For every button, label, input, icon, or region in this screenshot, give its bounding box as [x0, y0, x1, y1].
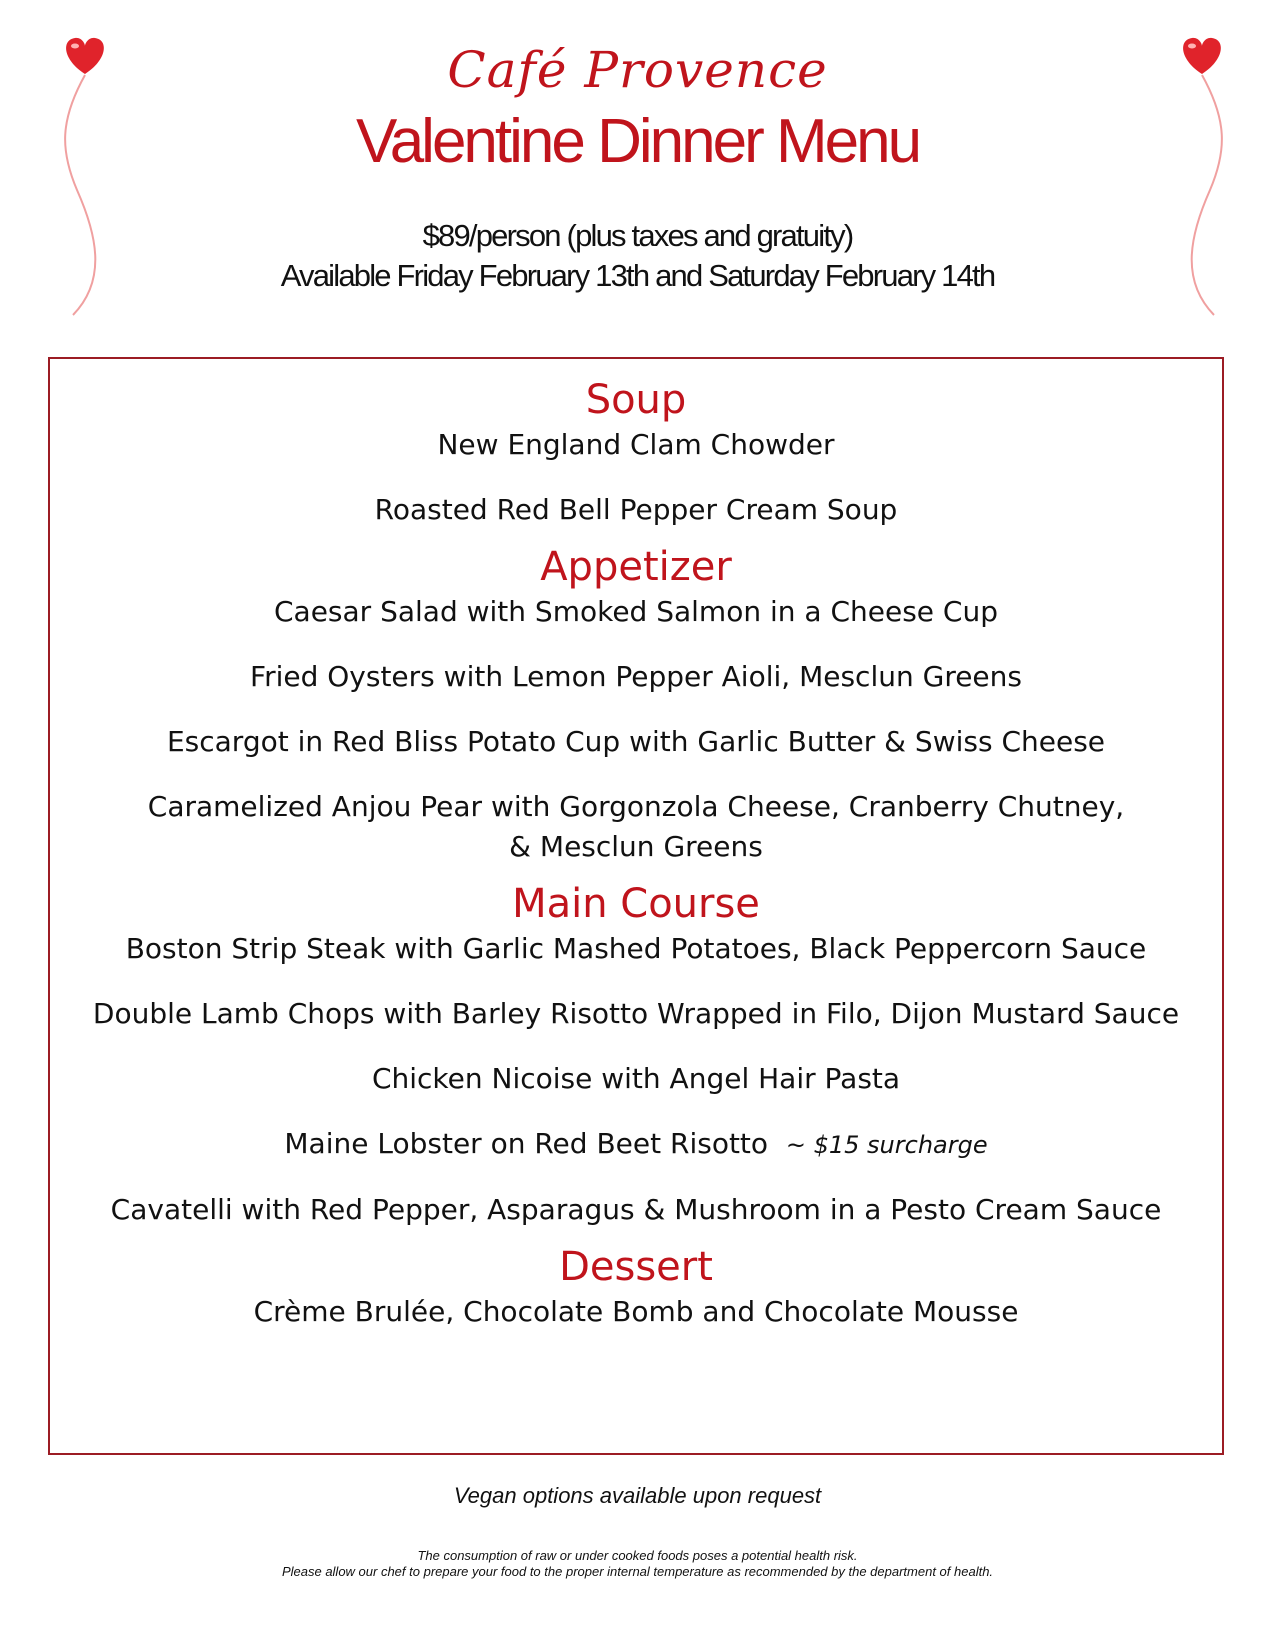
menu-item — [50, 490, 1222, 530]
menu-item — [50, 1124, 1222, 1165]
menu-item-text: Escargot in Red Bliss Potato Cup with Garlic Butter & Swiss Cheese — [166, 725, 1106, 758]
menu-section — [50, 879, 1222, 1230]
menu-item — [50, 1292, 1222, 1332]
price-line: $89/person (plus taxes and gratuity) — [422, 218, 853, 253]
menu-item-text: Boston Strip Steak with Garlic Mashed Potatoes, Black Peppercorn Sauce — [125, 932, 1147, 965]
cafe-name: Café Provence — [447, 41, 828, 99]
surcharge-note: ~ $15 surcharge — [785, 1131, 988, 1159]
menu-item — [50, 657, 1222, 697]
section-title: Soup — [585, 377, 687, 423]
menu-item-text: Roasted Red Bell Pepper Cream Soup — [374, 493, 898, 526]
menu-item — [50, 1190, 1222, 1230]
section-title: Appetizer — [540, 544, 732, 590]
section-title: Dessert — [559, 1244, 713, 1290]
menu-item-text: Fried Oysters with Lemon Pepper Aioli, Mesclun Greens — [250, 660, 1022, 693]
menu-item-text: Chicken Nicoise with Angel Hair Pasta — [371, 1062, 901, 1095]
menu-item — [50, 929, 1222, 969]
disclaimer-line: The consumption of raw or under cooked foods poses a potential health risk. — [417, 1548, 858, 1563]
health-disclaimer — [0, 1548, 1275, 1580]
menu-item-text: New England Clam Chowder — [437, 428, 835, 461]
menu-item — [50, 592, 1222, 632]
menu-header — [0, 40, 1275, 296]
menu-title: Valentine Dinner Menu — [355, 107, 920, 176]
vegan-note: Vegan options available upon request — [453, 1483, 822, 1508]
menu-item-text: Crème Brulée, Chocolate Bomb and Chocolate Mousse — [253, 1295, 1019, 1328]
menu-box — [48, 357, 1224, 1455]
section-title: Main Course — [512, 881, 760, 927]
menu-item-text: Cavatelli with Red Pepper, Asparagus & Mushroom in a Pesto Cream Sauce — [110, 1193, 1162, 1226]
disclaimer-line: Please allow our chef to prepare your food to the proper internal temperature as recommended by the department of health. — [281, 1564, 994, 1579]
menu-item — [50, 994, 1222, 1034]
menu-item-text: Double Lamb Chops with Barley Risotto Wrapped in Filo, Dijon Mustard Sauce — [92, 997, 1180, 1030]
menu-section — [50, 542, 1222, 867]
menu-sections — [50, 359, 1222, 1332]
menu-section — [50, 1242, 1222, 1332]
menu-item-text: Maine Lobster on Red Beet Risotto — [284, 1127, 769, 1160]
menu-item — [50, 1059, 1222, 1099]
menu-item-text: & Mesclun Greens — [509, 830, 763, 863]
menu-item-text: Caesar Salad with Smoked Salmon in a Cheese Cup — [273, 595, 999, 628]
menu-item — [50, 425, 1222, 465]
menu-item — [50, 787, 1222, 867]
menu-item-text: Caramelized Anjou Pear with Gorgonzola Cheese, Cranberry Chutney, — [147, 790, 1125, 823]
availability-line: Available Friday February 13th and Saturday February 14th — [280, 258, 995, 293]
menu-section — [50, 375, 1222, 530]
menu-item — [50, 722, 1222, 762]
